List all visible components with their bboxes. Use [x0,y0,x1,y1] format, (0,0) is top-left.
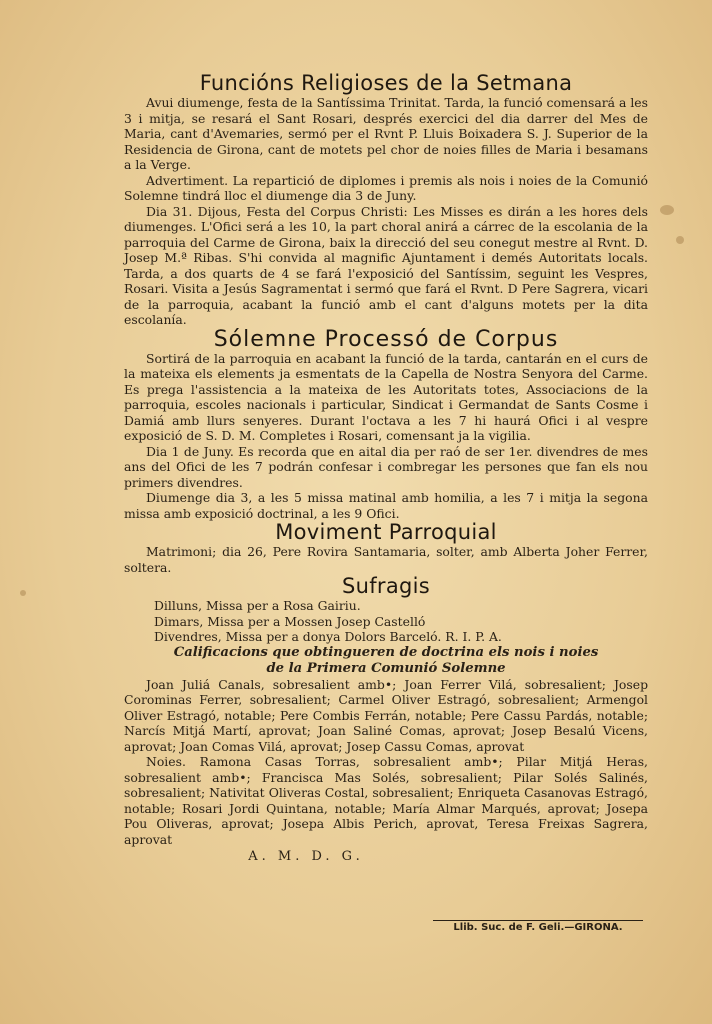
paragraph: Diumenge dia 3, a les 5 missa matinal amb homilia, a les 7 i mitja la segona missa amb exposició doctrinal, a les 9 Ofici. [124,490,648,521]
paragraph: Noies. Ramona Casas Torras, sobresalient amb•; Pilar Mitjá Heras, sobresalient amb•; Francisca Mas Solés, sobresalient; Pilar Solés Salinés, sobresalient; Nativitat Oliveras Costal, sobresalient; Enriqueta Casanovas Estragó, notable; Rosari Jordi Quintana, notable; María Almar Marqués, aprovat; Josepa Pou Oliveras, aprovat; Josepa Albis Perich, aprovat, Teresa Freixas Sagrera, aprovat [124,754,648,847]
paper-stain [676,236,684,244]
section-title-funcions: Funcións Religioses de la Setmana [199,71,573,95]
paragraph: Dia 31. Dijous, Festa del Corpus Christi: Les Misses es dirán a les hores dels diumenges. L'Ofici será a les 10, la part choral anirá a cárrec de la escolania de la parroquia del Carme de Girona, baix la direcció del seu conegut mestre al Rvnt. D. Josep M.ª Ribas. S'hi convida al magnific Ajuntament i demés Autoritats locals. Tarda, a dos quarts de 4 se fará l'exposició del Santíssim, seguint les Vespres, Rosari. Visita a Jesús Sagramentat i sermó que fará el Rvnt. D Pere Sagrera, vicari de la parroquia, acabant la funció amb el cant d'alguns motets per la dita escolanía. [124,203,648,327]
list-item: Divendres, Missa per a donya Dolors Barceló. R. I. P. A. [154,629,502,644]
paragraph: Advertiment. La repartició de diplomes i premis als nois i noies de la Comunió Solemne tindrá lloc el diumenge dia 3 de Juny. [124,172,648,203]
closing-motto: A. M. D. G. [248,849,364,864]
paper-stain [20,590,26,596]
section-title-sufragis: Sufragis [341,574,431,598]
printer-credit: Llib. Suc. de F. Geli.—GIRONA. [433,920,643,933]
section-title-moviment: Moviment Parroquial [275,520,497,544]
paragraph: Matrimoni; dia 26, Pere Rovira Santamaria, solter, amb Alberta Joher Ferrer, soltera. [124,544,648,575]
sufragis-list [124,598,648,645]
qualif-subtitle: de la Primera Comunió Solemne [266,660,506,676]
qualif-title: Calificacions que obtingueren de doctrina els nois i noies [173,644,599,660]
paragraph: Sortirá de la parroquia en acabant la funció de la tarda, cantarán en el curs de la mateixa els elements ja esmentats de la Capella de Nostra Senyora del Carme. Es prega l'assistencia a la mateixa de les Autoritats totes, Associacions de la parroquia, escoles nacionals i particular, Sindicat i Germandat de Sants Cosme i Damiá amb llurs senyeres. Durant l'octava a les 7 hi haurá Ofici i al vespre exposició de S. D. M. Completes i Rosari, comensant ja la vigilia. [124,350,648,443]
document-body [124,72,648,864]
paragraph: Avui diumenge, festa de la Santíssima Trinitat. Tarda, la funció comensará a les 3 i mitja, se resará el Sant Rosari, després exercici del dia darrer del Mes de Maria, cant d'Avemaries, sermó per el Rvnt P. Lluis Boixadera S. J. Superior de la Residencia de Girona, cant de motets pel chor de noies filles de Maria i besamans a la Verge. [124,95,648,172]
list-item: Dimars, Missa per a Mossen Josep Castelló [154,613,426,629]
paragraph: Dia 1 de Juny. Es recorda que en aital dia per raó de ser 1er. divendres de mes ans del Ofici de les 7 podrán confesar i combregar les persones que fan els nou primers divendres. [124,443,648,490]
paragraph: Joan Juliá Canals, sobresalient amb•; Joan Ferrer Vilá, sobresalient; Josep Corominas Ferrer, sobresalient; Carmel Oliver Estragó, sobresalient; Armengol Oliver Estragó, notable; Pere Combis Ferrán, notable; Pere Cassu Pardás, notable; Narcís Mitjá Martí, aprovat; Joan Saliné Comas, aprovat; Josep Besalú Vicens, aprovat; Joan Comas Vilá, aprovat; Josep Cassu Comas, aprovat [124,676,648,754]
section-title-processo: Sólemne Processó de Corpus [213,326,559,352]
list-item: Dilluns, Missa per a Rosa Gairiu. [154,598,361,613]
paper-stain [660,205,674,215]
